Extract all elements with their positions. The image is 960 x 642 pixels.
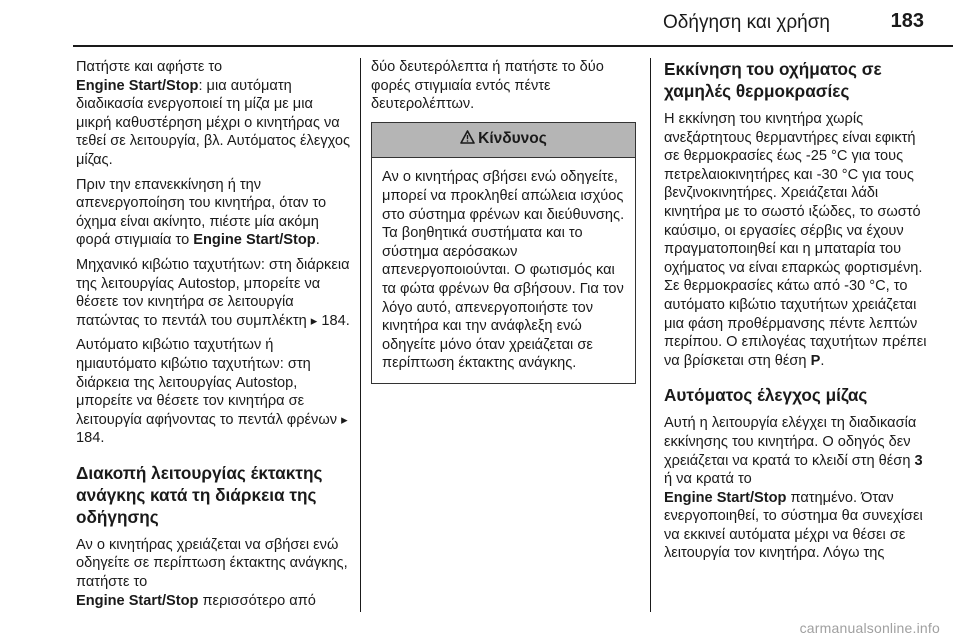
section-heading-emergency-stop: Διακοπή λειτουργίας έκτακτης ανάγκης κατά τη διάρκεια της οδήγησης (76, 462, 323, 527)
header-rule (73, 45, 953, 47)
control-label: Engine Start/Stop (76, 77, 199, 94)
column-divider-2 (650, 58, 651, 612)
control-label: Engine Start/Stop (76, 592, 199, 609)
section-heading-cold-start: Εκκίνηση του οχήματος σε χαμηλές θερμοκρασίες (664, 59, 882, 101)
page-ref: 184. (321, 312, 350, 329)
warning-triangle-icon (460, 130, 475, 150)
column-1 (76, 58, 352, 616)
paragraph-auto-starter: Αυτή η λειτουργία ελέγχει τη διαδικασία εκκίνησης του κινητήρα. Ο οδηγός δεν χρειάζεται να κρατά το κλειδί στη θέση 3 ή να κρατά το Engine Start/Stop πατημένο. Όταν ενεργοποιηθεί, το σύστημα θα συνεχίσει να εκκινεί αυτόματα μέχρι να θέσει σε λειτουργία τον κινητήρα. Λόγω της (664, 415, 923, 562)
section-heading-auto-starter: Αυτόματος έλεγχος μίζας (664, 385, 868, 406)
page-ref-icon: ▸ (341, 411, 348, 427)
control-label: Engine Start/Stop (193, 232, 316, 249)
danger-box-title: Κίνδυνος (478, 129, 547, 147)
paragraph-emergency-stop: Αν ο κινητήρας χρειάζεται να σβήσει ενώ οδηγείτε σε περίπτωση έκτακτης ανάγκης, πατήστε το Engine Start/Stop περισσότερο από (76, 536, 348, 609)
column-2 (371, 58, 636, 384)
control-label: Engine Start/Stop (664, 489, 787, 506)
paragraph-manual-gearbox: Μηχανικό κιβώτιο ταχυτήτων: στη διάρκεια της λειτουργίας Autostop, μπορείτε να θέσετε τον κινητήρα σε λειτουργία πατώντας το πεντάλ του συμπλέκτη ▸ 184. (76, 256, 350, 329)
column-3 (664, 58, 929, 569)
page-ref: 184. (76, 430, 105, 447)
column-divider-1 (360, 58, 361, 612)
page-number: 183 (890, 10, 924, 32)
paragraph-restart: Πριν την επανεκκίνηση ή την απενεργοποίηση του κινητήρα, όταν το όχημα είναι ακίνητο, πιέστε μία ακόμη φορά στιγμιαία το Engine Start/Stop. (76, 176, 327, 249)
gear-position: P (810, 352, 821, 369)
page-ref-icon: ▸ (310, 312, 318, 328)
danger-box-header (372, 123, 635, 159)
watermark: carmanualsonline.info (799, 620, 940, 636)
danger-box-body: Αν ο κινητήρας σβήσει ενώ οδηγείτε, μπορεί να προκληθεί απώλεια ισχύος στο σύστημα φρένων και διεύθυνσης. Τα βοηθητικά συστήματα και το σύστημα αερόσακων απενεργοποιούνται. Ο φωτισμός και τα φώτα φρένων θα σβήσουν. Για τον λόγο αυτό, απενεργοποιήστε τον κινητήρα και την ανάφλεξη ενώ οδηγείτε μόνο όταν χρειάζεται σε περίπτωση έκτακτης ανάγκης. (382, 169, 625, 372)
paragraph-continued: δύο δευτερόλεπτα ή πατήστε το δύο φορές στιγμιαία εντός πέντε δευτερολέπτων. (371, 59, 604, 113)
paragraph-cold-start: Η εκκίνηση του κινητήρα χωρίς ανεξάρτητους θερμαντήρες είναι εφικτή σε θερμοκρασίες έως -25 °C για τους πετρελαιοκινητήρες και -30 °C για τους βενζινοκινητήρες. Χρειάζεται λάδι κινητήρα με το σωστό ιξώδες, το σωστό καύσιμο, οι εργασίες σέρβις να έχουν πραγματοποιηθεί και η μπαταρία του οχήματος να είναι επαρκώς φορτισμένη. Σε θερμοκρασίες κάτω από -30 °C, το αυτόματο κιβώτιο ταχυτήτων χρειάζεται μια φάση προθέρμανσης πέντε λεπτών περίπου. Ο επιλογέας ταχυτήτων πρέπει να βρίσκεται στη θέση P. (664, 111, 927, 369)
key-position: 3 (914, 452, 923, 469)
running-header: Οδήγηση και χρήση (663, 12, 830, 33)
danger-box (371, 122, 636, 384)
paragraph-automatic-gearbox: Αυτόματο κιβώτιο ταχυτήτων ή ημιαυτόματο κιβώτιο ταχυτήτων: στη διάρκεια της λειτουργίας Autostop, μπορείτε να θέσετε τον κινητήρα σε λειτουργία αφήνοντας το πεντάλ φρένων ▸ 184. (76, 337, 348, 447)
paragraph-start-stop: Πατήστε και αφήστε το Engine Start/Stop: μια αυτόματη διαδικασία ενεργοποιεί τη μίζα με μια μικρή καθυστέρηση μέχρι ο κινητήρας να τεθεί σε λειτουργία, βλ. Αυτόματος έλεγχος μίζας. (76, 59, 351, 168)
